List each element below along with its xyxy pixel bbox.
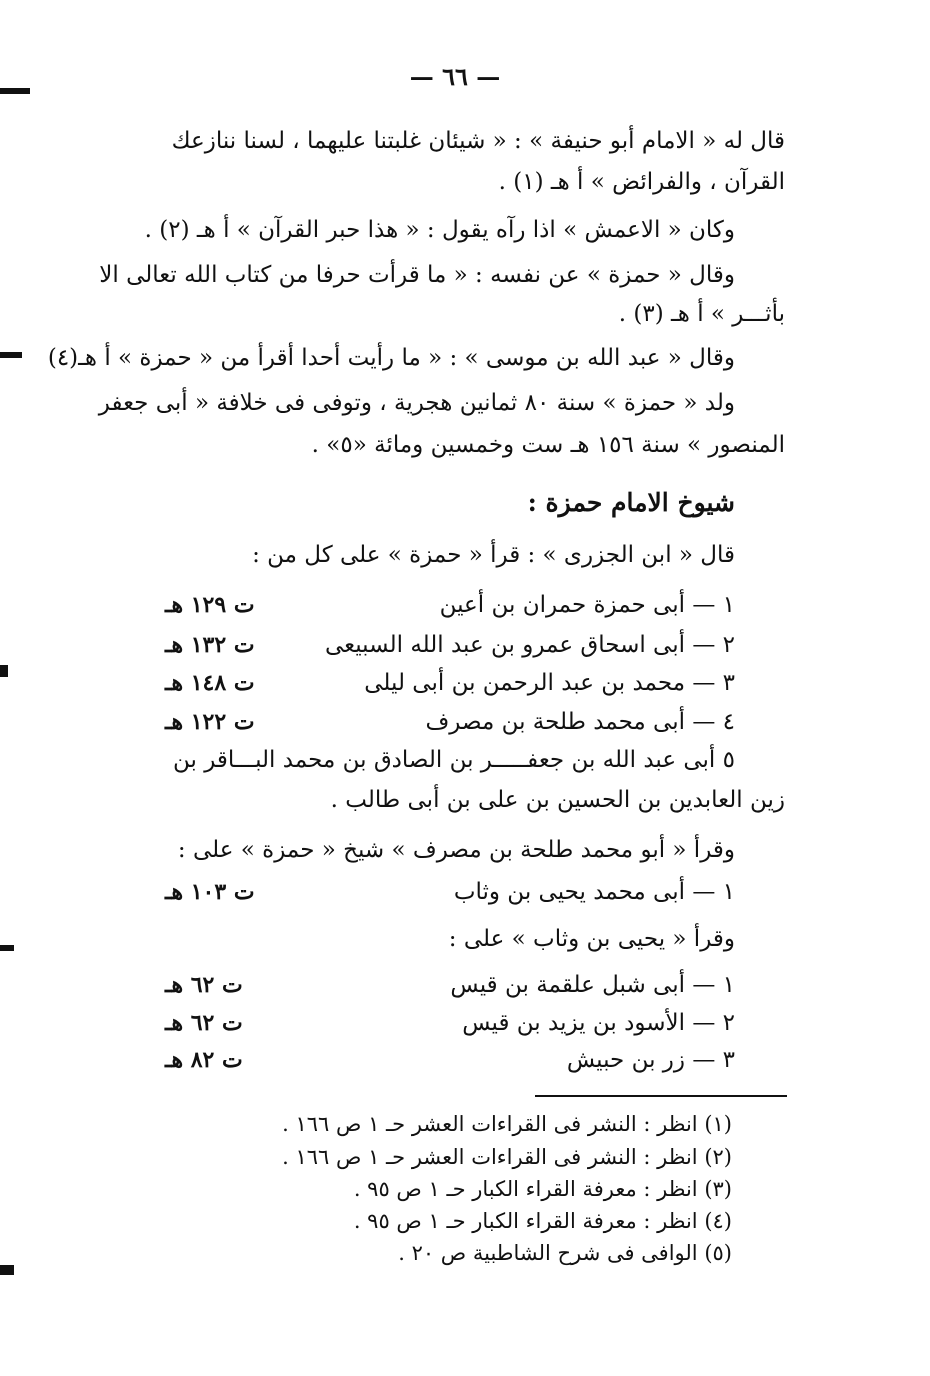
paragraph-line: بأثـــر » أ هـ (٣) . (618, 301, 785, 327)
teacher-death-date: ت ٨٢ هـ (165, 1047, 243, 1073)
teacher-death-date: ت ١٢٩ هـ (165, 592, 255, 618)
footnote: (٣) انظر : معرفة القراء الكبار حـ ١ ص ٩٥ . (353, 1177, 732, 1201)
page-number: — ٦٦ — (409, 62, 501, 91)
teacher-death-date: ت ١٠٣ هـ (165, 879, 255, 905)
teacher-name: ٢ — الأسود بن يزيد بن قيس (462, 1010, 735, 1036)
paragraph-line: المنصور » سنة ١٥٦ هـ ست وخمسين ومائة «٥» . (311, 432, 785, 458)
teacher-five-line: زين العابدين بن الحسين بن على بن أبى طالب . (330, 787, 785, 813)
teacher-death-date: ت ١٣٢ هـ (165, 632, 255, 658)
footnote: (١) انظر : النشر فى القراءات العشر حـ ١ ص ١٦٦ . (282, 1112, 732, 1136)
scan-margin-mark (0, 352, 22, 358)
yahya-teacher-row (165, 1008, 735, 1040)
scan-margin-mark (0, 1265, 14, 1275)
footnote: (٤) انظر : معرفة القراء الكبار حـ ١ ص ٩٥ . (353, 1209, 732, 1233)
talha-intro: وقرأ « أبو محمد طلحة بن مصرف » شيخ « حمزة » على : (177, 837, 735, 863)
scan-margin-mark (0, 665, 8, 677)
teacher-name: ٤ — أبى محمد طلحة بن مصرف (425, 709, 735, 735)
talha-teacher-row (165, 877, 735, 909)
teacher-death-date: ت ١٢٢ هـ (165, 709, 255, 735)
footnote: (٢) انظر : النشر فى القراءات العشر حـ ١ ص ١٦٦ . (282, 1145, 732, 1169)
teacher-row (165, 630, 735, 662)
teacher-name: ١ — أبى شبل علقمة بن قيس (450, 972, 735, 998)
teacher-five-line: ٥ أبى عبد الله بن جعفـــــر بن الصادق بن محمد البـــاقر بن (172, 747, 735, 773)
paragraph-line: قال له « الامام أبو حنيفة » : « شيئان غلبتنا عليهما ، لسنا ننازعك (171, 128, 785, 154)
yahya-teacher-row (165, 1045, 735, 1077)
scan-margin-mark (0, 945, 14, 951)
section-heading: شيوخ الامام حمزة : (527, 488, 735, 517)
paragraph-line: القرآن ، والفرائض » أ هـ (١) . (498, 169, 785, 195)
teacher-row (165, 668, 735, 700)
footnote: (٥) الوافى فى شرح الشاطبية ص ٢٠ . (398, 1241, 732, 1265)
teacher-row (165, 590, 735, 622)
teacher-name: ٣ — محمد بن عبد الرحمن بن أبى ليلى (364, 670, 735, 696)
teacher-death-date: ت ٦٢ هـ (165, 1010, 243, 1036)
footnote-divider (535, 1095, 787, 1097)
scan-margin-mark (0, 88, 30, 94)
paragraph-line: وقال « حمزة » عن نفسه : « ما قرأت حرفا من كتاب الله تعالى الا (99, 262, 735, 288)
teacher-name: ٢ — أبى اسحاق عمرو بن عبد الله السبيعى (324, 632, 735, 658)
teacher-name: ١ — أبى حمزة حمران بن أعين (439, 592, 735, 618)
teacher-name: ١ — أبى محمد يحيى بن وثاب (453, 879, 735, 905)
intro-line: قال « ابن الجزرى » : قرأ « حمزة » على كل من : (252, 542, 735, 568)
paragraph-line: وكان « الاعمش » اذا رآه يقول : « هذا حبر القرآن » أ هـ (٢) . (144, 217, 735, 243)
teacher-name: ٣ — زر بن حبيش (566, 1047, 735, 1073)
yahya-teacher-row (165, 970, 735, 1002)
teacher-death-date: ت ١٤٨ هـ (165, 670, 255, 696)
paragraph-line: وقال « عبد الله بن موسى » : « ما رأيت أحدا أقرأ من « حمزة » أ هـ(٤) (47, 345, 735, 371)
yahya-intro: وقرأ « يحيى بن وثاب » على : (448, 926, 735, 952)
teacher-row (165, 707, 735, 739)
paragraph-line: ولد « حمزة » سنة ٨٠ ثمانين هجرية ، وتوفى فى خلافة « أبى جعفر (98, 390, 735, 416)
teacher-death-date: ت ٦٢ هـ (165, 972, 243, 998)
